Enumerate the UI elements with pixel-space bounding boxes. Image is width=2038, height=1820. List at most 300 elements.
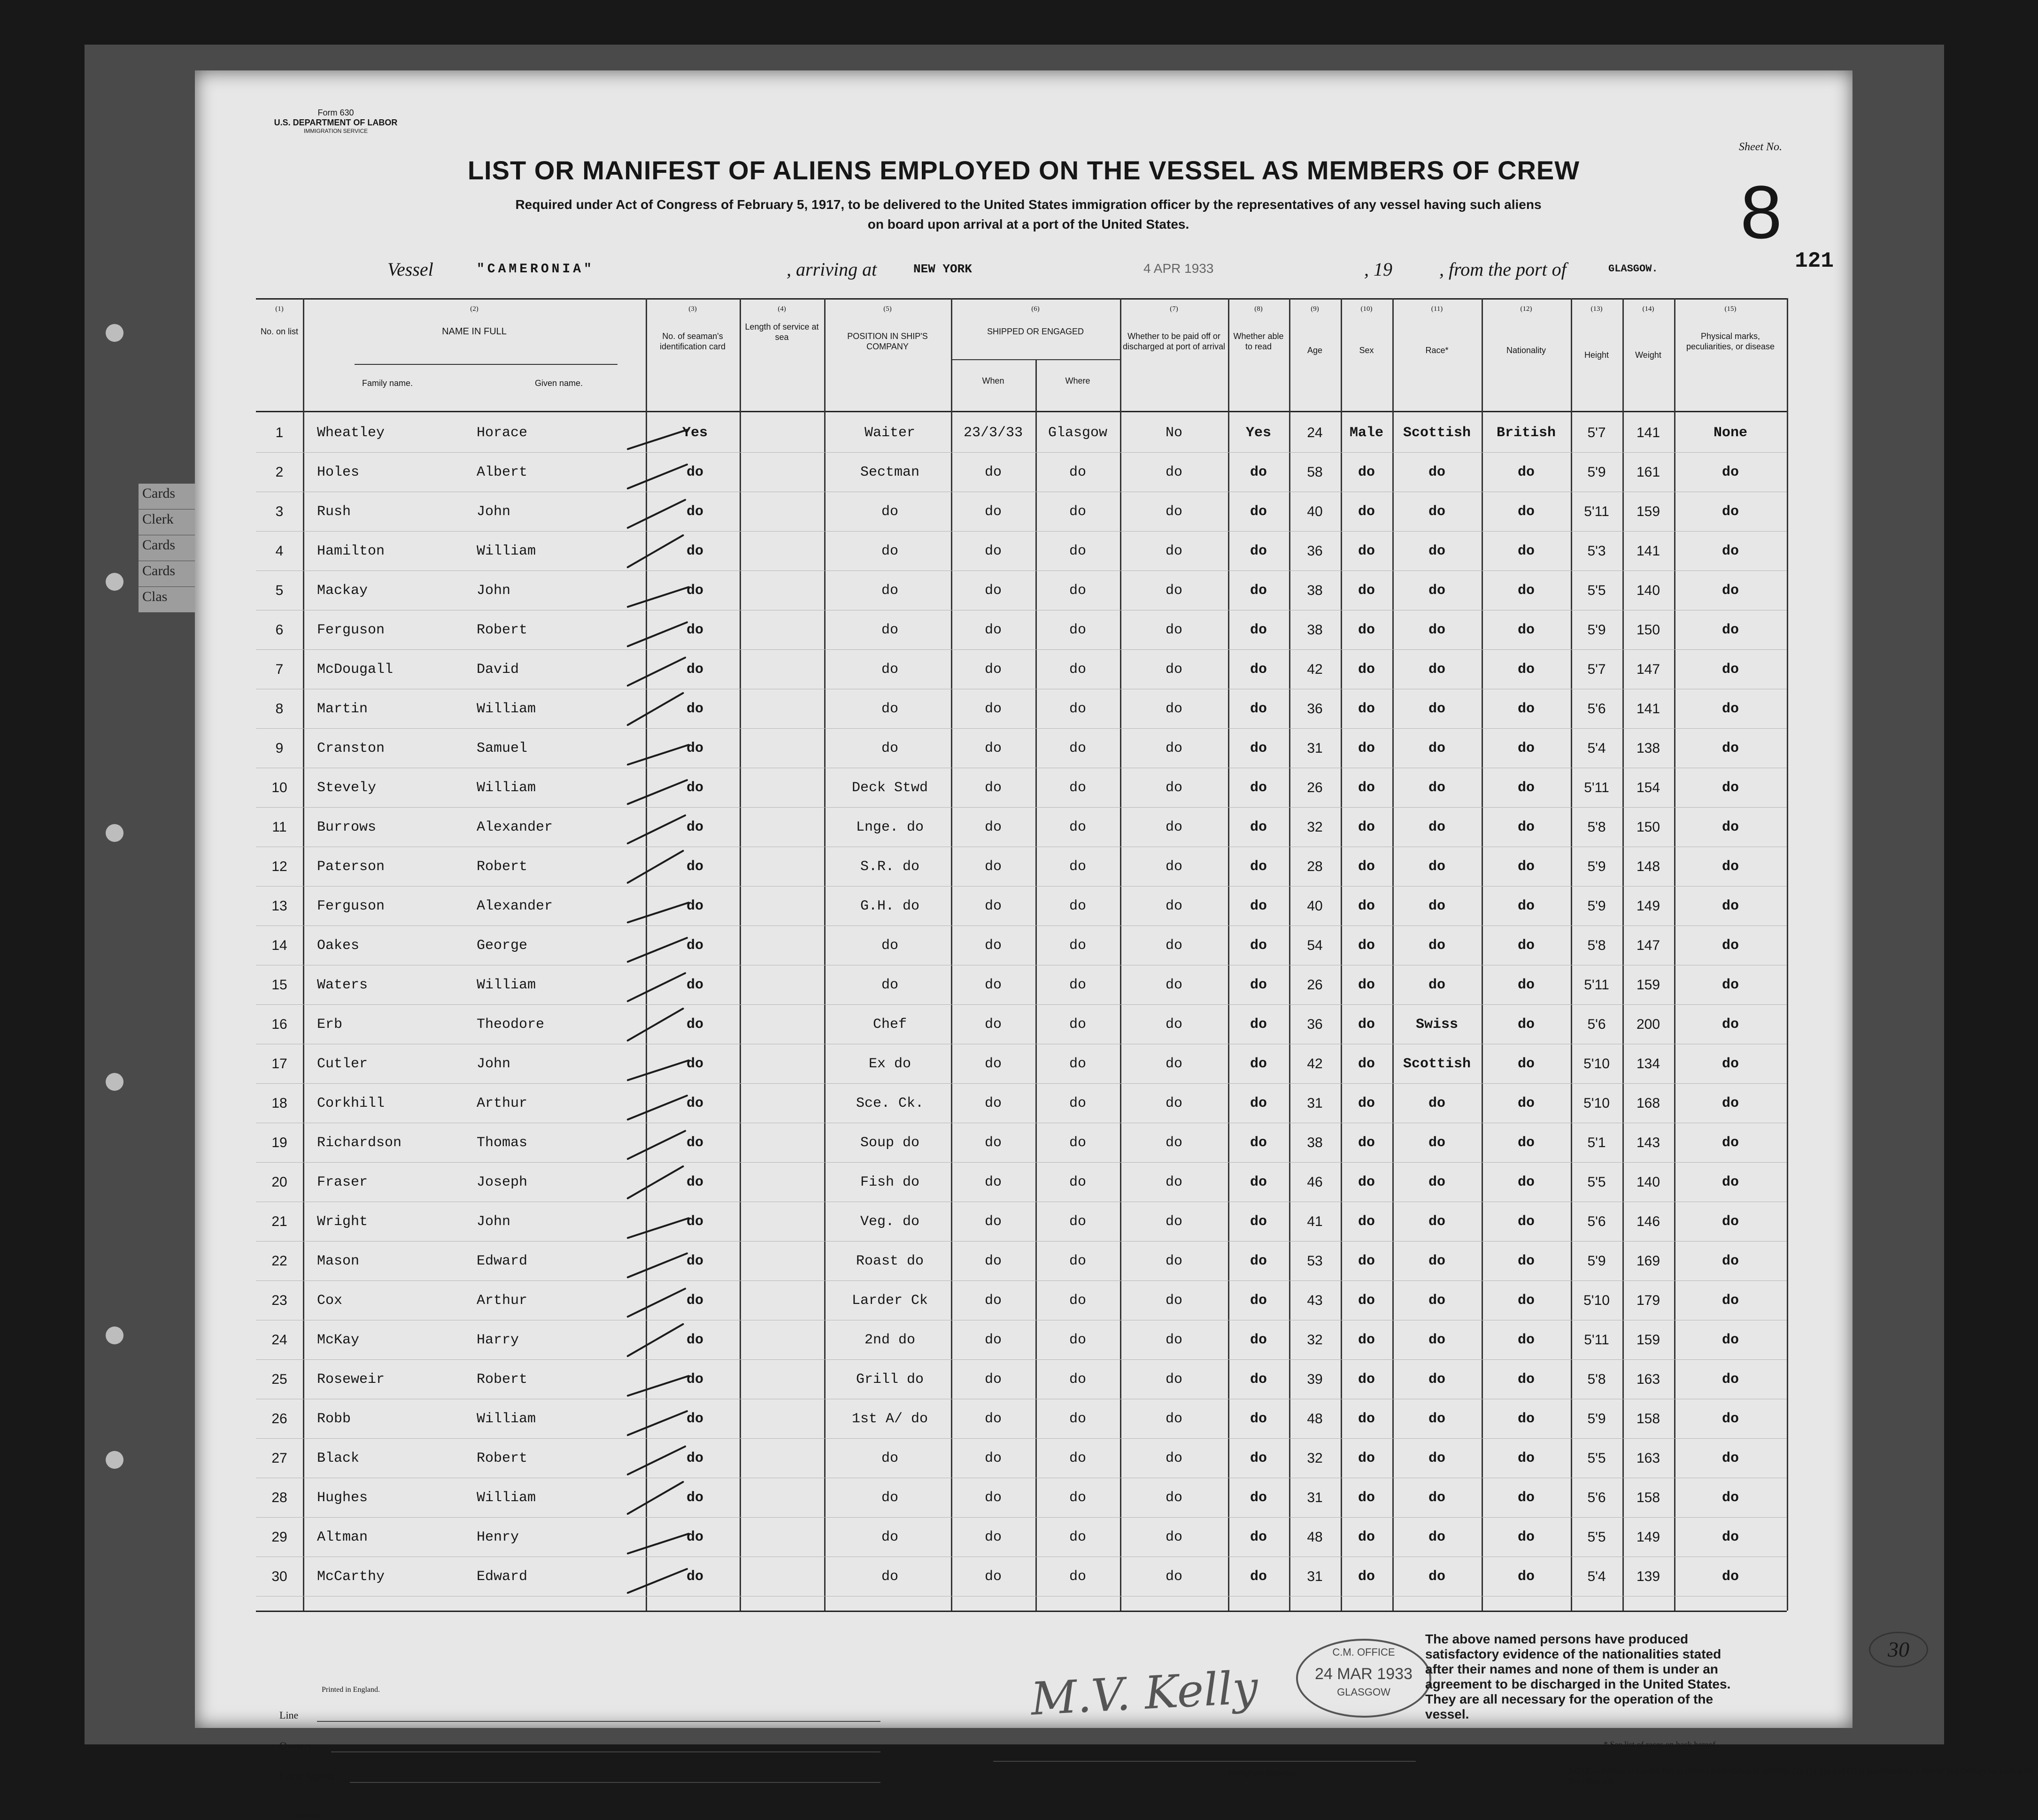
- row-rule: [256, 925, 1787, 926]
- crew-count: 30: [1869, 1632, 1928, 1667]
- physical-marks: do: [1721, 977, 1739, 993]
- nationality: do: [1517, 622, 1535, 638]
- height: 5'10: [1583, 1095, 1610, 1111]
- arriving-port: NEW YORK: [913, 262, 972, 276]
- race: do: [1428, 1411, 1445, 1427]
- id-card: do: [686, 1174, 703, 1190]
- paid-off: do: [1165, 1293, 1182, 1309]
- position: do: [881, 701, 898, 717]
- given-name: Robert: [477, 1450, 528, 1466]
- id-card: do: [686, 819, 703, 835]
- col-num: (1): [275, 305, 284, 313]
- able-read: do: [1250, 977, 1267, 993]
- arriving-label: , arriving at: [787, 259, 877, 280]
- able-read: do: [1250, 662, 1267, 678]
- office-stamp: [1296, 1639, 1431, 1718]
- shipped-when: do: [984, 740, 1002, 756]
- able-read: do: [1250, 859, 1267, 875]
- nationality: do: [1517, 464, 1535, 480]
- col-num: (10): [1360, 305, 1373, 313]
- shipped-when: do: [984, 1293, 1002, 1309]
- height: 5'6: [1587, 1214, 1606, 1229]
- id-card: do: [686, 1332, 703, 1348]
- row-number: 11: [272, 819, 287, 835]
- age: 58: [1307, 464, 1323, 480]
- sex: do: [1358, 464, 1375, 480]
- sex: do: [1358, 1253, 1375, 1269]
- shipped-when: do: [984, 898, 1002, 914]
- sex: do: [1358, 1450, 1375, 1466]
- id-card: do: [686, 1135, 703, 1151]
- paid-off: do: [1165, 780, 1182, 796]
- vessel-line: [265, 258, 1782, 286]
- age: 43: [1307, 1293, 1323, 1308]
- given-name: Henry: [477, 1529, 519, 1545]
- binder-hole: [106, 1073, 124, 1091]
- paid-off: do: [1165, 1332, 1182, 1348]
- able-read: do: [1250, 1135, 1267, 1151]
- paid-off: do: [1165, 1174, 1182, 1190]
- header-able-read: Whether able to read: [1233, 332, 1284, 351]
- shipped-when: do: [984, 859, 1002, 875]
- id-card: do: [686, 622, 703, 638]
- header-position: POSITION IN SHIP'S COMPANY: [847, 332, 928, 351]
- height: 5'9: [1587, 898, 1606, 914]
- weight: 139: [1636, 1569, 1660, 1584]
- paid-off: do: [1165, 504, 1182, 520]
- shipped-when: do: [984, 938, 1002, 954]
- race: do: [1428, 1569, 1445, 1585]
- header-name-in-full: NAME IN FULL: [442, 326, 507, 337]
- penalty-note: NOTE.—Failure to furnish full or correct information in columns (2), (5), (6) and (7) is punishable by a fine of Ten Dollars for each alien. See other side.: [1568, 1766, 2036, 1786]
- paid-off: do: [1165, 859, 1182, 875]
- able-read: do: [1250, 1174, 1267, 1190]
- shipped-where: do: [1069, 1095, 1086, 1111]
- sex: do: [1358, 543, 1375, 559]
- row-number: 16: [271, 1017, 287, 1032]
- row-number: 3: [275, 504, 284, 519]
- height: 5'7: [1587, 662, 1606, 677]
- header-nationality: Nationality: [1506, 346, 1546, 355]
- age: 38: [1307, 583, 1323, 598]
- height: 5'6: [1587, 1490, 1606, 1505]
- shipped-where: do: [1069, 1332, 1086, 1348]
- race: do: [1428, 1293, 1445, 1309]
- physical-marks: do: [1721, 1529, 1739, 1545]
- shipped-where: do: [1069, 898, 1086, 914]
- column-rule: [740, 298, 741, 1611]
- row-number: 18: [271, 1095, 287, 1111]
- shipped-where: do: [1069, 1056, 1086, 1072]
- race: do: [1428, 859, 1445, 875]
- header-race: Race*: [1425, 346, 1449, 355]
- weight: 154: [1636, 780, 1660, 795]
- paid-off: do: [1165, 898, 1182, 914]
- from-port: GLASGOW.: [1608, 263, 1658, 275]
- row-rule: [256, 1359, 1787, 1360]
- row-number: 12: [271, 859, 287, 874]
- given-name: Arthur: [477, 1293, 528, 1309]
- manifest-table: [256, 298, 1787, 1611]
- physical-marks: do: [1721, 1095, 1739, 1111]
- sex: do: [1358, 662, 1375, 678]
- age: 36: [1307, 1017, 1323, 1032]
- sex: do: [1358, 1529, 1375, 1545]
- paid-off: do: [1165, 740, 1182, 756]
- certification-text: The above named persons have produced satisfactory evidence of the nationalities stated after their names and none of them is under an agreement to be discharged in the United States. They are all necessary for the operation of the vessel.: [1425, 1632, 1731, 1721]
- position: Chef: [872, 1017, 907, 1033]
- family-name: Hamilton: [317, 543, 385, 559]
- row-rule: [256, 1083, 1787, 1084]
- position: Veg. do: [860, 1214, 920, 1230]
- age: 24: [1307, 425, 1323, 440]
- paid-off: do: [1165, 977, 1182, 993]
- family-name: Burrows: [317, 819, 377, 835]
- age: 36: [1307, 543, 1323, 559]
- able-read: do: [1250, 1490, 1267, 1506]
- family-name: Rush: [317, 504, 351, 520]
- shipped-when: do: [984, 1253, 1002, 1269]
- height: 5'8: [1587, 819, 1606, 835]
- col-num: (3): [688, 305, 697, 313]
- family-name: Roseweir: [317, 1372, 385, 1388]
- nationality: do: [1517, 543, 1535, 559]
- shipped-when: do: [984, 1095, 1002, 1111]
- shipped-when: do: [984, 1017, 1002, 1033]
- binder-hole: [106, 824, 124, 842]
- age: 38: [1307, 622, 1323, 638]
- vessel-label: Vessel: [387, 259, 433, 280]
- age: 48: [1307, 1529, 1323, 1545]
- nationality: do: [1517, 1490, 1535, 1506]
- stamp-top: C.M. OFFICE: [1332, 1646, 1395, 1658]
- side-tab: Cards: [139, 484, 195, 509]
- weight: 140: [1636, 583, 1660, 598]
- service-name: IMMIGRATION SERVICE: [303, 128, 368, 134]
- position: S.R. do: [860, 859, 920, 875]
- physical-marks: do: [1721, 1174, 1739, 1190]
- shipped-where: do: [1069, 1450, 1086, 1466]
- height: 5'6: [1587, 1017, 1606, 1032]
- weight: 138: [1636, 740, 1660, 756]
- family-name: McKay: [317, 1332, 360, 1348]
- family-name: Black: [317, 1450, 360, 1466]
- shipped-when: do: [984, 622, 1002, 638]
- race: do: [1428, 662, 1445, 678]
- shipped-when: do: [984, 819, 1002, 835]
- race: do: [1428, 464, 1445, 480]
- shipped-when: do: [984, 1450, 1002, 1466]
- given-name: Thomas: [477, 1135, 528, 1151]
- nationality: do: [1517, 1214, 1535, 1230]
- nationality: do: [1517, 938, 1535, 954]
- height: 5'1: [1587, 1135, 1606, 1150]
- family-name: Paterson: [317, 859, 385, 875]
- column-rule: [303, 298, 304, 1611]
- height: 5'11: [1584, 780, 1609, 795]
- nationality: do: [1517, 898, 1535, 914]
- given-name: Edward: [477, 1253, 528, 1269]
- shipped-where: do: [1069, 1411, 1086, 1427]
- row-rule: [256, 886, 1787, 887]
- id-card: do: [686, 1411, 703, 1427]
- shipped-where: Glasgow: [1048, 425, 1108, 441]
- physical-marks: do: [1721, 740, 1739, 756]
- header-paid-off: Whether to be paid off or discharged at port of arrival: [1122, 332, 1226, 351]
- binder-hole: [106, 1451, 124, 1469]
- paid-off: do: [1165, 1529, 1182, 1545]
- shipped-where: do: [1069, 780, 1086, 796]
- shipped-where: do: [1069, 1174, 1086, 1190]
- shipped-where: do: [1069, 583, 1086, 599]
- paid-off: do: [1165, 701, 1182, 717]
- family-name: McDougall: [317, 662, 394, 678]
- signature-line: [993, 1761, 1416, 1762]
- shipped-when: do: [984, 662, 1002, 678]
- shipped-where: do: [1069, 859, 1086, 875]
- row-number: 29: [271, 1529, 287, 1545]
- race: do: [1428, 938, 1445, 954]
- physical-marks: do: [1721, 819, 1739, 835]
- id-card: do: [686, 740, 703, 756]
- weight: 147: [1636, 662, 1660, 677]
- vessel-name: "CAMERONIA": [477, 262, 594, 277]
- able-read: do: [1250, 898, 1267, 914]
- shipped-when: do: [984, 701, 1002, 717]
- paid-off: do: [1165, 543, 1182, 559]
- nationality: do: [1517, 1293, 1535, 1309]
- height: 5'11: [1584, 977, 1609, 993]
- position: do: [881, 662, 898, 678]
- physical-marks: do: [1721, 543, 1739, 559]
- height: 5'11: [1584, 1332, 1609, 1348]
- subtitle-line: Required under Act of Congress of February 5, 1917, to be delivered to the United States immigration officer by the representatives of any vessel having such aliens: [515, 197, 1542, 212]
- physical-marks: do: [1721, 898, 1739, 914]
- height: 5'10: [1583, 1056, 1610, 1072]
- id-card: do: [686, 1095, 703, 1111]
- race: do: [1428, 1174, 1445, 1190]
- row-number: 8: [275, 701, 284, 717]
- sheet-number: 8: [1740, 170, 1782, 254]
- row-rule: [256, 649, 1787, 650]
- weight: 169: [1636, 1253, 1660, 1269]
- side-tab: Clerk: [139, 509, 195, 535]
- table-bottom-rule: [256, 1611, 1787, 1612]
- physical-marks: do: [1721, 622, 1739, 638]
- id-card: do: [686, 662, 703, 678]
- sex: do: [1358, 1135, 1375, 1151]
- weight: 163: [1636, 1372, 1660, 1387]
- paid-off: do: [1165, 583, 1182, 599]
- position: Sectman: [860, 464, 920, 480]
- col-num: (9): [1311, 305, 1319, 313]
- col-num: (7): [1170, 305, 1178, 313]
- given-name: Robert: [477, 859, 528, 875]
- physical-marks: do: [1721, 859, 1739, 875]
- able-read: do: [1250, 1411, 1267, 1427]
- nationality: do: [1517, 740, 1535, 756]
- nationality: do: [1517, 1372, 1535, 1388]
- able-read: Yes: [1245, 425, 1271, 441]
- row-number: 27: [271, 1450, 287, 1466]
- shipped-where: do: [1069, 622, 1086, 638]
- header-where: Where: [1065, 376, 1090, 386]
- physical-marks: do: [1721, 938, 1739, 954]
- height: 5'4: [1587, 740, 1606, 756]
- position: Soup do: [860, 1135, 920, 1151]
- family-name: Oakes: [317, 938, 360, 954]
- weight: 134: [1636, 1056, 1660, 1072]
- col-num: (4): [778, 305, 786, 313]
- given-name: Robert: [477, 1372, 528, 1388]
- nationality: do: [1517, 1095, 1535, 1111]
- row-number: 5: [275, 583, 284, 598]
- nationality: do: [1517, 701, 1535, 717]
- weight: 140: [1636, 1174, 1660, 1190]
- position: do: [881, 1450, 898, 1466]
- age: 32: [1307, 1332, 1323, 1348]
- header-given-name: Given name.: [534, 378, 583, 388]
- shipped-when: do: [984, 1056, 1002, 1072]
- sex: do: [1358, 1569, 1375, 1585]
- physical-marks: do: [1721, 504, 1739, 520]
- row-number: 20: [271, 1174, 287, 1190]
- age: 28: [1307, 859, 1323, 874]
- race-footnote: * See list of races on back hereof.: [1604, 1740, 1718, 1749]
- shipped-where: do: [1069, 1253, 1086, 1269]
- race: do: [1428, 819, 1445, 835]
- given-name: Albert: [477, 464, 528, 480]
- able-read: do: [1250, 543, 1267, 559]
- row-rule: [256, 1004, 1787, 1005]
- family-name: Cox: [317, 1293, 343, 1309]
- nationality: do: [1517, 819, 1535, 835]
- height: 5'9: [1587, 464, 1606, 480]
- weight: 163: [1636, 1450, 1660, 1466]
- shipped-when: do: [984, 1174, 1002, 1190]
- weight: 148: [1636, 859, 1660, 874]
- weight: 179: [1636, 1293, 1660, 1308]
- family-name: Ferguson: [317, 898, 385, 914]
- family-name: Mackay: [317, 583, 368, 599]
- weight: 159: [1636, 504, 1660, 519]
- race: do: [1428, 1253, 1445, 1269]
- age: 40: [1307, 898, 1323, 914]
- family-name: Robb: [317, 1411, 351, 1427]
- nationality: do: [1517, 1332, 1535, 1348]
- paid-off: do: [1165, 464, 1182, 480]
- line-field: [317, 1721, 880, 1722]
- weight: 147: [1636, 938, 1660, 953]
- shipped-when: do: [984, 780, 1002, 796]
- row-rule: [256, 1280, 1787, 1281]
- shipped-when: do: [984, 1490, 1002, 1506]
- given-name: Harry: [477, 1332, 519, 1348]
- shipped-where: do: [1069, 464, 1086, 480]
- paid-off: do: [1165, 1214, 1182, 1230]
- physical-marks: do: [1721, 1332, 1739, 1348]
- inspector-signature: M.V. Kelly: [1029, 1661, 1259, 1726]
- height: 5'9: [1587, 859, 1606, 874]
- family-name: Erb: [317, 1017, 343, 1033]
- age: 38: [1307, 1135, 1323, 1150]
- age: 53: [1307, 1253, 1323, 1269]
- agents-label: Local Agents: [279, 1770, 334, 1782]
- able-read: do: [1250, 780, 1267, 796]
- name-underline: [355, 364, 618, 365]
- able-read: do: [1250, 938, 1267, 954]
- id-card: do: [686, 1056, 703, 1072]
- paid-off: do: [1165, 938, 1182, 954]
- able-read: do: [1250, 1529, 1267, 1545]
- sheet-label: Sheet No.: [1739, 141, 1782, 153]
- able-read: do: [1250, 464, 1267, 480]
- given-name: Samuel: [477, 740, 528, 756]
- sex: do: [1358, 859, 1375, 875]
- header-when: When: [982, 376, 1004, 386]
- height: 5'9: [1587, 1253, 1606, 1269]
- weight: 158: [1636, 1490, 1660, 1505]
- column-rule: [824, 298, 826, 1611]
- family-name: Richardson: [317, 1135, 402, 1151]
- age: 32: [1307, 1450, 1323, 1466]
- race: do: [1428, 740, 1445, 756]
- printed-note: Printed in England.: [322, 1686, 380, 1694]
- paid-off: do: [1165, 1450, 1182, 1466]
- header-sex: Sex: [1359, 346, 1374, 355]
- nationality: do: [1517, 504, 1535, 520]
- age: 48: [1307, 1411, 1323, 1427]
- given-name: William: [477, 701, 536, 717]
- weight: 143: [1636, 1135, 1660, 1150]
- weight: 168: [1636, 1095, 1660, 1111]
- family-name: Altman: [317, 1529, 368, 1545]
- family-name: Wheatley: [317, 425, 385, 441]
- physical-marks: do: [1721, 464, 1739, 480]
- given-name: David: [477, 662, 519, 678]
- date-stamp: 4 APR 1933: [1143, 261, 1214, 276]
- column-rule: [1787, 298, 1788, 1611]
- row-number: 19: [271, 1135, 287, 1150]
- physical-marks: do: [1721, 701, 1739, 717]
- row-rule: [256, 531, 1787, 532]
- age: 31: [1307, 1569, 1323, 1584]
- weight: 159: [1636, 977, 1660, 993]
- shipped-when: do: [984, 583, 1002, 599]
- row-number: 2: [275, 464, 284, 480]
- col-num: (15): [1724, 305, 1737, 313]
- physical-marks: do: [1721, 1411, 1739, 1427]
- family-name: Holes: [317, 464, 360, 480]
- given-name: William: [477, 1411, 536, 1427]
- sex: do: [1358, 1411, 1375, 1427]
- nationality: do: [1517, 1529, 1535, 1545]
- age: 54: [1307, 938, 1323, 953]
- height: 5'9: [1587, 622, 1606, 638]
- shipped-when: do: [984, 504, 1002, 520]
- weight: 158: [1636, 1411, 1660, 1427]
- given-name: Theodore: [477, 1017, 545, 1033]
- id-card: do: [686, 1529, 703, 1545]
- paid-off: do: [1165, 1569, 1182, 1585]
- row-rule: [256, 1438, 1787, 1439]
- position: Sce. Ck.: [856, 1095, 924, 1111]
- height: 5'4: [1587, 1569, 1606, 1584]
- race: do: [1428, 1490, 1445, 1506]
- row-rule: [256, 1162, 1787, 1163]
- age: 42: [1307, 662, 1323, 677]
- height: 5'6: [1587, 701, 1606, 717]
